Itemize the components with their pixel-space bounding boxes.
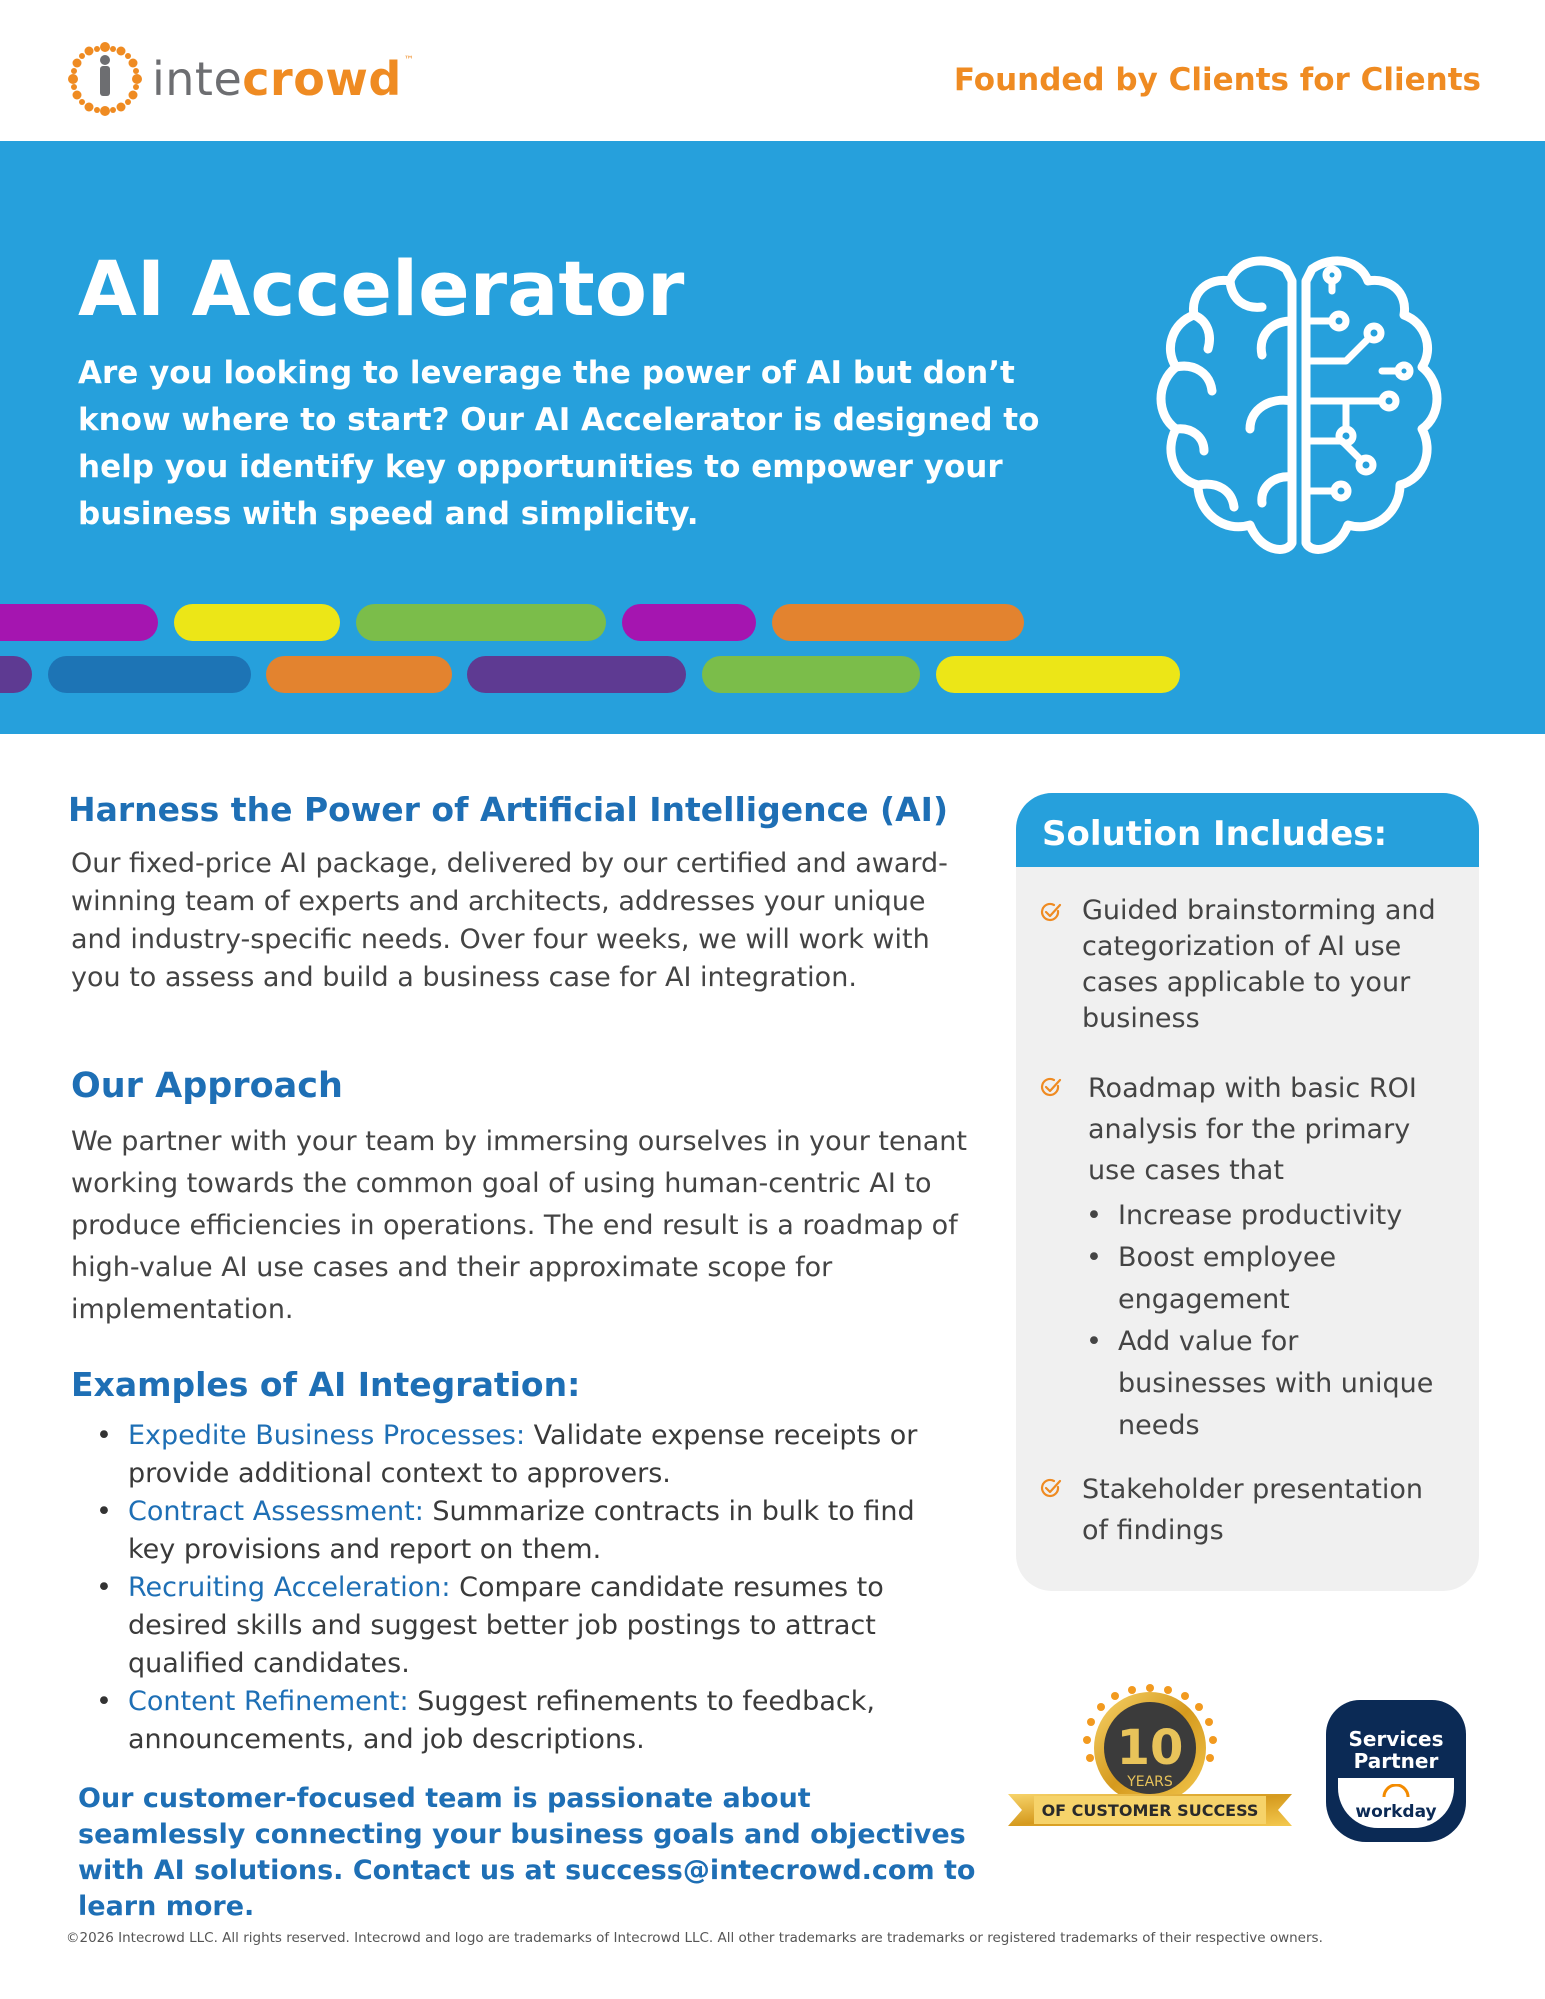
brain-circuit-icon	[1146, 251, 1452, 561]
list-item	[96, 1493, 956, 1569]
solution-item-text: Roadmap with basic ROI analysis for the primary use cases that	[1088, 1073, 1417, 1186]
workday-partner-badge	[1326, 1700, 1466, 1842]
logo-text-inte: inte	[152, 52, 243, 106]
workday-logo	[1338, 1778, 1454, 1828]
solution-box	[1016, 793, 1479, 1591]
example-text: Validate expense receipts or provide additional context to approvers.	[128, 1420, 918, 1489]
check-icon	[1040, 901, 1062, 923]
solution-item-text: Stakeholder presentation of findings	[1082, 1474, 1424, 1546]
intecrowd-logo-icon	[66, 40, 144, 118]
closing-statement: Our customer-focused team is passionate about seamlessly connecting your business goals and objectives with AI solutions. Contact us at success@intecrowd.com to learn more.	[78, 1783, 976, 1922]
ten-years-number: 10	[1116, 1720, 1184, 1776]
logo-trademark: ™	[403, 55, 415, 66]
workday-title	[1326, 1728, 1466, 1772]
decor-bar	[622, 604, 756, 641]
ten-years-label: YEARS	[1127, 1774, 1173, 1790]
decor-bar	[0, 656, 32, 693]
decor-bar	[936, 656, 1180, 693]
example-text: Summarize contracts in bulk to find key provisions and report on them.	[128, 1496, 915, 1565]
approach-body: We partner with your team by immersing ourselves in your tenant working towards the common goal of using human-centric AI to produce efficiencies in operations. The end result is a roadmap of high-value AI use cases and their approximate scope for implementation.	[71, 1126, 967, 1325]
decor-bar	[48, 656, 251, 693]
workday-title-line: Services	[1348, 1727, 1444, 1751]
logo-wordmark	[152, 52, 415, 106]
list-item	[96, 1417, 956, 1493]
logo-text-crowd: crowd	[242, 52, 402, 106]
hero-title: AI Accelerator	[78, 244, 685, 333]
hero-banner	[0, 141, 1545, 734]
decor-bar	[356, 604, 606, 641]
ten-years-ribbon: OF CUSTOMER SUCCESS	[1041, 1801, 1259, 1820]
solution-item	[1040, 1068, 1455, 1447]
example-text: Compare candidate resumes to desired skills and suggest better job postings to attract qualified candidates.	[128, 1572, 884, 1679]
ten-years-badge	[1000, 1682, 1300, 1842]
approach-heading: Our Approach	[71, 1066, 343, 1106]
list-item: • Increase productivity	[1066, 1195, 1455, 1237]
decor-bar	[702, 656, 920, 693]
example-title: Recruiting Acceleration:	[128, 1572, 451, 1603]
workday-arc-icon	[1382, 1784, 1410, 1798]
list-item	[96, 1569, 956, 1683]
harness-body: Our fixed-price AI package, delivered by our certified and award-winning team of experts and architects, addresses your unique and industry-specific needs. Over four weeks, we will work with you to assess and build a business case for AI integration.	[71, 848, 948, 993]
solution-heading: Solution Includes:	[1016, 793, 1479, 867]
decor-bar	[266, 656, 452, 693]
solution-item	[1040, 1469, 1455, 1551]
example-title: Expedite Business Processes:	[128, 1420, 526, 1451]
examples-list	[96, 1417, 956, 1759]
check-icon	[1040, 1477, 1062, 1499]
solution-item	[1040, 893, 1455, 1037]
decor-bar	[772, 604, 1024, 641]
example-title: Contract Assessment:	[128, 1496, 424, 1527]
tagline: Founded by Clients for Clients	[953, 62, 1481, 98]
solution-item-text: Guided brainstorming and categorization of AI use cases applicable to your business	[1082, 895, 1436, 1034]
decor-bar	[467, 656, 686, 693]
footer-copyright: ©2026 Intecrowd LLC. All rights reserved. Intecrowd and logo are trademarks of Intecrowd LLC. All other trademarks are trademarks or registered trademarks of their respective owners.	[66, 1930, 1323, 1946]
examples-heading: Examples of AI Integration:	[71, 1365, 581, 1404]
decor-bar	[174, 604, 340, 641]
list-item: • Boost employee engagement	[1066, 1237, 1455, 1321]
harness-heading: Harness the Power of Artificial Intelligence (AI)	[68, 790, 949, 829]
check-icon	[1040, 1076, 1062, 1098]
list-item: • Add value for businesses with unique needs	[1066, 1321, 1455, 1447]
hero-subtitle: Are you looking to leverage the power of AI but don’t know where to start? Our AI Accelerator is designed to help you identify key opportunities to empower your business with speed and simplicity.	[78, 355, 1040, 532]
workday-brand: workday	[1355, 1802, 1437, 1822]
decor-bar	[0, 604, 158, 641]
intecrowd-logo	[66, 44, 414, 114]
example-title: Content Refinement:	[128, 1686, 409, 1717]
solution-sub-list	[1066, 1195, 1455, 1447]
example-text: Suggest refinements to feedback, announcements, and job descriptions.	[128, 1686, 875, 1755]
workday-title-line: Partner	[1353, 1749, 1439, 1773]
list-item	[96, 1683, 956, 1759]
